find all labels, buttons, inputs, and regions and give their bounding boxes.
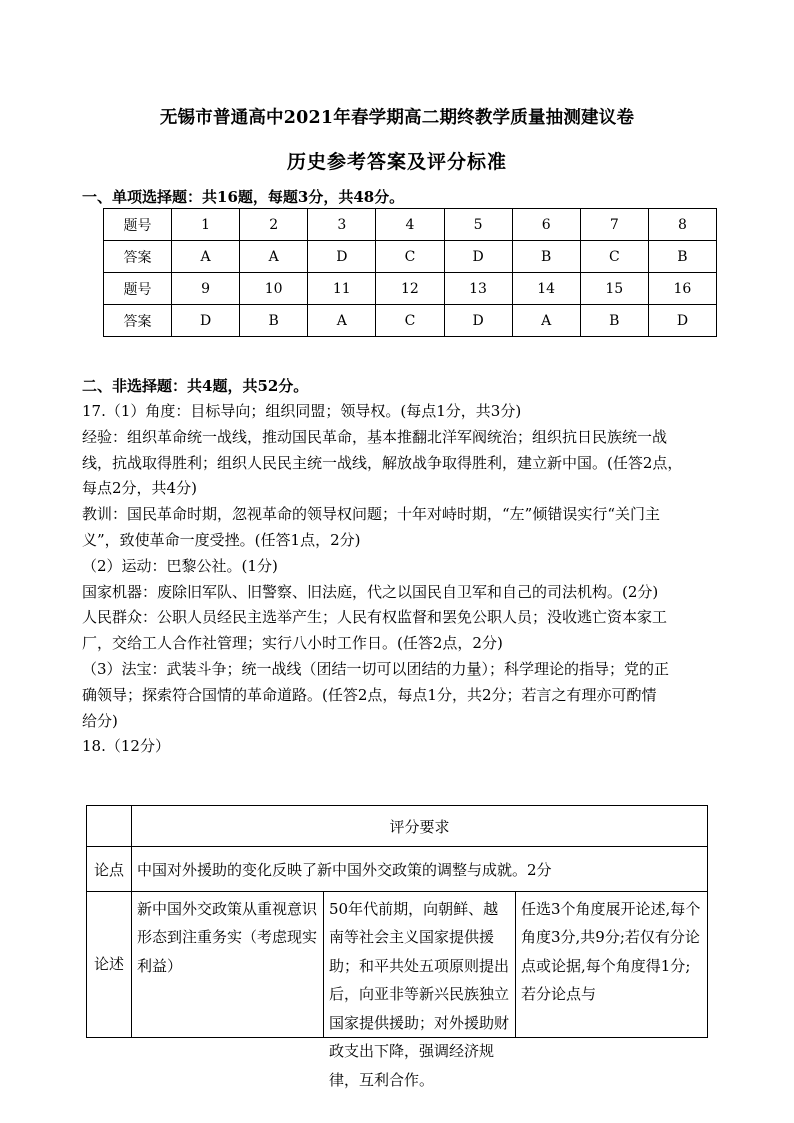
text-line: 线，抗战取得胜利；组织人民民主统一战线，解放战争取得胜利，建立新中国。(任答2点，: [82, 453, 683, 472]
answer-cell: A: [308, 305, 376, 337]
row-label: 题号: [104, 273, 172, 305]
text-line: 经验：组织革命统一战线，推动国民革命，基本推翻北洋军阀统治；组织抗日民族统一战: [82, 427, 668, 446]
question-number: 10: [240, 273, 308, 305]
rubric-scoring-note-text: 任选3个角度展开论述,每个角度3分,共9分;若仅有分论点或论据,每个角度得1分;若分论点与: [521, 899, 701, 1003]
question-number: 7: [580, 209, 648, 241]
question-number: 5: [444, 209, 512, 241]
answer-row-answers-1: [104, 241, 717, 273]
question-number: 1: [172, 209, 240, 241]
answer-cell: A: [512, 305, 580, 337]
rubric-table: [86, 805, 708, 1089]
answer-row-answers-2: [104, 305, 717, 337]
rubric-argument-point: [132, 892, 324, 1038]
rubric-scoring-note: [516, 892, 708, 1038]
text-line: 人民群众：公职人员经民主选举产生；人民有权监督和罢免公职人员；没收逃亡资本家工: [82, 608, 668, 627]
answer-cell: C: [580, 241, 648, 273]
rubric-thesis-row: [87, 847, 708, 892]
row-label: 答案: [104, 305, 172, 337]
section1-heading: 一、单项选择题：共16题，每题3分，共48分。: [82, 188, 405, 206]
rubric-row-label: 论点: [87, 847, 132, 892]
section2-heading: 二、非选择题：共4题，共52分。: [82, 377, 309, 395]
question-number: 16: [648, 273, 716, 305]
answer-cell: D: [648, 305, 716, 337]
text-line: 国家机器：废除旧军队、旧警察、旧法庭，代之以国民自卫军和自己的司法机构。(2分): [82, 582, 659, 601]
text-line: 给分): [82, 711, 118, 730]
answer-cell: B: [648, 241, 716, 273]
rubric-argument-point-text: 新中国外交政策从重视意识形态到注重务实（考虑现实利益）: [137, 899, 318, 975]
answer-cell: D: [444, 305, 512, 337]
question-number: 4: [376, 209, 444, 241]
answer-cell: C: [376, 241, 444, 273]
answer-cell: B: [512, 241, 580, 273]
row-label: 题号: [104, 209, 172, 241]
answer-cell: A: [240, 241, 308, 273]
rubric-row-label: 论述: [87, 892, 132, 1038]
answer-row-numbers-2: [104, 273, 717, 305]
text-line: 每点2分，共4分): [82, 479, 197, 498]
text-line: 义”，致使革命一度受挫。(任答1点，2分): [82, 530, 361, 549]
rubric-argument-evidence: [324, 892, 516, 1089]
text-line: 确领导；探索符合国情的革命道路。(任答2点，每点1分，共2分；若言之有理亦可酌情: [82, 685, 657, 704]
question-number: 2: [240, 209, 308, 241]
answer-cell: B: [580, 305, 648, 337]
question-number: 6: [512, 209, 580, 241]
rubric-argument-row: [87, 892, 708, 1038]
answer-cell: B: [240, 305, 308, 337]
answer-cell: D: [308, 241, 376, 273]
question-number: 9: [172, 273, 240, 305]
answer-cell: C: [376, 305, 444, 337]
text-line: （3）法宝：武装斗争；统一战线（团结一切可以团结的力量）；科学理论的指导；党的正: [82, 659, 670, 678]
question-number: 13: [444, 273, 512, 305]
text-line: 18.（12分）: [82, 737, 170, 756]
answer-text-body: [82, 399, 718, 760]
answer-cell: D: [172, 305, 240, 337]
answer-row-numbers-1: [104, 209, 717, 241]
rubric-argument-evidence-text: 50年代前期，向朝鲜、越南等社会主义国家提供援助；和平共处五项原则提出后，向亚非等新兴民族独立国家提供援助；对外援助财政支出下降，强调经济规律，互利合作。: [329, 899, 510, 1089]
rubric-header: 评分要求: [132, 806, 708, 847]
answer-key-table: [103, 208, 717, 337]
row-label: 答案: [104, 241, 172, 273]
question-number: 3: [308, 209, 376, 241]
text-line: 厂，交给工人合作社管理；实行八小时工作日。(任答2点，2分): [82, 634, 503, 653]
rubric-thesis-text: 中国对外援助的变化反映了新中国外交政策的调整与成就。2分: [132, 847, 708, 892]
question-number: 15: [580, 273, 648, 305]
question-number: 8: [648, 209, 716, 241]
text-line: （2）运动：巴黎公社。(1分): [82, 556, 278, 575]
text-line: 17.（1）角度：目标导向；组织同盟；领导权。(每点1分，共3分): [82, 402, 522, 420]
document-subtitle: 历史参考答案及评分标准: [286, 151, 507, 173]
answer-cell: D: [444, 241, 512, 273]
question-number: 11: [308, 273, 376, 305]
text-line: 教训：国民革命时期，忽视革命的领导权问题；十年对峙时期，“左”倾错误实行“关门主: [82, 505, 661, 524]
rubric-header-row: [87, 806, 708, 847]
rubric-corner-cell: [87, 806, 132, 847]
answer-cell: A: [172, 241, 240, 273]
document-title: 无锡市普通高中2021年春学期高二期终教学质量抽测建议卷: [159, 108, 635, 128]
question-number: 14: [512, 273, 580, 305]
question-number: 12: [376, 273, 444, 305]
